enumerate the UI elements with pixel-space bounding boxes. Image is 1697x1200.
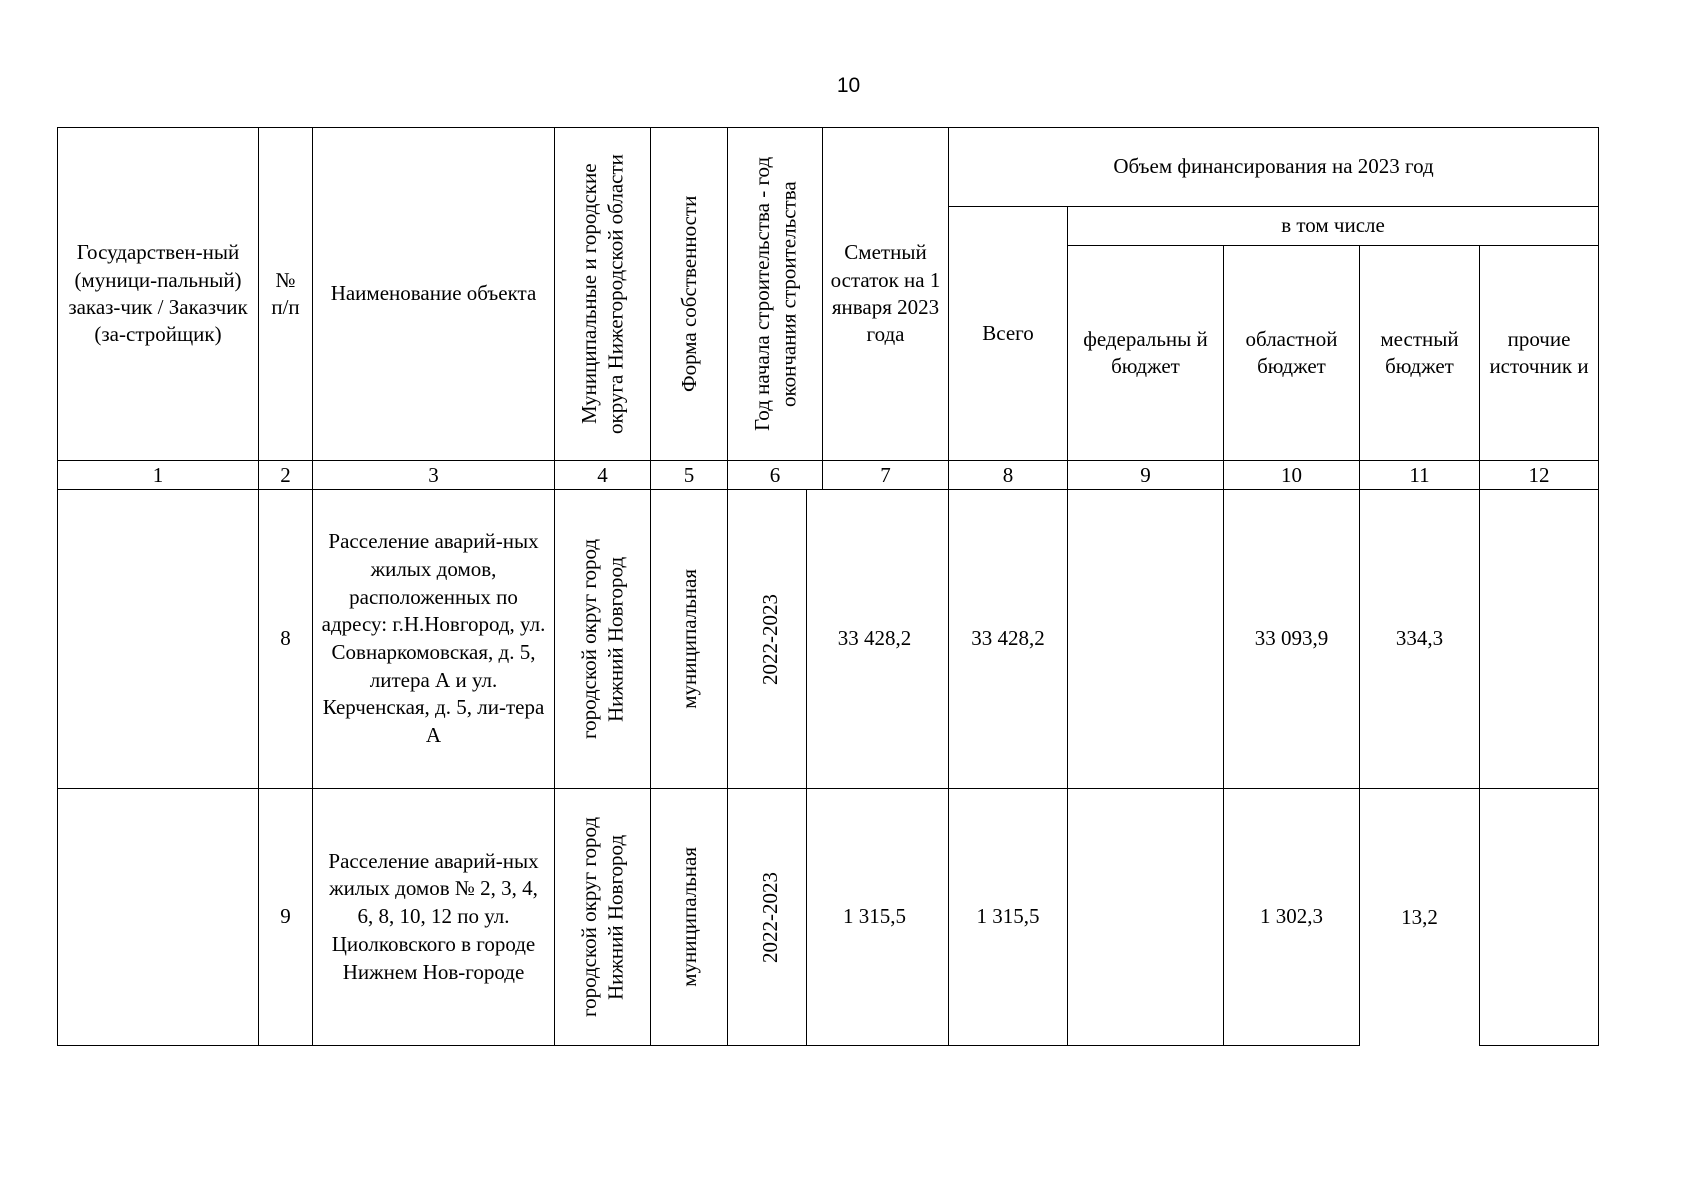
header-municipality-text: Муниципальные и городские округа Нижегородской области — [577, 154, 628, 434]
cell-local: 13,2 — [1360, 789, 1480, 1046]
cell-object-name: Расселение аварий-ных жилых домов, расположенных по адресу: г.Н.Новгород, ул. Совнаркомовская, д. 5, литера А и ул. Керченская, д. 5, ли-тера А — [313, 490, 555, 789]
cell-other — [1480, 490, 1599, 789]
cell-object-name: Расселение аварий-ных жилых домов № 2, 3, 4, 6, 8, 10, 12 по ул. Циолковского в городе Нижнем Нов-городе — [313, 789, 555, 1046]
cell-regional: 1 302,3 — [1224, 789, 1360, 1046]
cell-num: 8 — [259, 490, 313, 789]
header-including: в том числе — [1068, 207, 1599, 246]
header-financing: Объем финансирования на 2023 год — [949, 128, 1599, 207]
column-number: 4 — [555, 461, 651, 490]
column-numbers-row — [58, 461, 1599, 490]
column-number: 2 — [259, 461, 313, 490]
column-number: 1 — [58, 461, 259, 490]
column-number: 7 — [823, 461, 949, 490]
header-num: № п/п — [259, 128, 313, 461]
cell-years: 2022-2023 — [757, 871, 782, 963]
cell-num: 9 — [259, 789, 313, 1046]
cell-municipality-text: городской округ город Нижний Новгород — [577, 538, 628, 740]
cell-regional: 33 093,9 — [1224, 490, 1360, 789]
column-number: 6 — [728, 461, 823, 490]
table-row — [58, 789, 1599, 1046]
cell-municipality — [555, 490, 651, 789]
header-municipality — [555, 128, 651, 461]
cell-customer — [58, 789, 259, 1046]
header-years-text: Год начала строительства - год окончания строительства — [749, 156, 800, 432]
column-number: 10 — [1224, 461, 1360, 490]
header-row-1 — [58, 128, 1599, 207]
column-number: 9 — [1068, 461, 1224, 490]
cell-ownership-text: муниципальная — [676, 569, 701, 709]
page-number: 10 — [836, 74, 861, 97]
header-other: прочие источник и — [1480, 246, 1599, 461]
header-federal: федеральны й бюджет — [1068, 246, 1224, 461]
column-number: 5 — [651, 461, 728, 490]
column-number: 8 — [949, 461, 1068, 490]
cell-total: 1 315,5 — [949, 789, 1068, 1046]
header-ownership-text: Форма собственности — [676, 195, 701, 393]
financing-table — [57, 127, 1599, 1046]
cell-local: 334,3 — [1360, 490, 1480, 789]
cell-estimate: 33 428,2 — [837, 626, 912, 651]
header-ownership — [651, 128, 728, 461]
cell-ownership-text: муниципальная — [676, 847, 701, 987]
cell-municipality — [555, 789, 651, 1046]
header-total: Всего — [949, 207, 1068, 461]
cell-customer — [58, 490, 259, 789]
header-years — [728, 128, 823, 461]
column-number: 11 — [1360, 461, 1480, 490]
cell-federal — [1068, 490, 1224, 789]
header-estimate: Сметный остаток на 1 января 2023 года — [823, 128, 949, 461]
cell-estimate: 1 315,5 — [843, 904, 906, 929]
cell-years-estimate — [728, 490, 949, 789]
cell-years: 2022-2023 — [757, 593, 782, 685]
cell-federal — [1068, 789, 1224, 1046]
cell-ownership — [651, 490, 728, 789]
table-row — [58, 490, 1599, 789]
cell-municipality-text: городской округ город Нижний Новгород — [577, 816, 628, 1018]
header-customer: Государствен-ный (муници-пальный) заказ-чик / Заказчик (за-стройщик) — [58, 128, 259, 461]
column-number: 12 — [1480, 461, 1599, 490]
cell-other — [1480, 789, 1599, 1046]
column-number: 3 — [313, 461, 555, 490]
header-object-name: Наименование объекта — [313, 128, 555, 461]
cell-ownership — [651, 789, 728, 1046]
header-local: местный бюджет — [1360, 246, 1480, 461]
cell-total: 33 428,2 — [949, 490, 1068, 789]
header-regional: областной бюджет — [1224, 246, 1360, 461]
cell-years-estimate — [728, 789, 949, 1046]
